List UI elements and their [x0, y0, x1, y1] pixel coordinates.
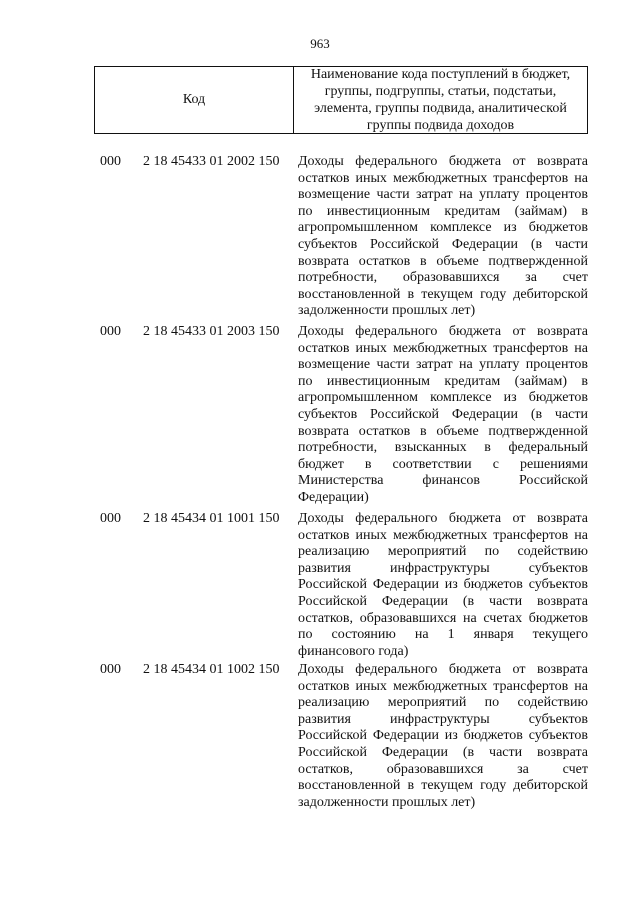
entry-revenue-code: 2 18 45434 01 1001 150 [143, 511, 280, 526]
entry-admin-code: 000 [100, 662, 121, 677]
entries-list [0, 154, 640, 812]
table-header [94, 66, 588, 134]
header-code-label: Код [95, 67, 294, 133]
entry-description: Доходы федерального бюджета от возврата остатков иных межбюджетных трансфертов на возмещение части затрат на уплату процентов по инвестиционным кредитам (займам) в агропромышленном комплексе из бюджетов субъектов Российской Федерации (в части возврата остатков в объеме подтвержденной потребности, взысканных в федеральный бюджет в соответствии с решениями Министерства финансов Российской Федерации) [298, 324, 588, 505]
entry-revenue-code: 2 18 45433 01 2002 150 [143, 154, 280, 169]
header-name-label: Наименование кода поступлений в бюджет, группы, подгруппы, статьи, подстатьи, элемента, группы подвида, аналитической группы подвида доходов [310, 67, 571, 133]
entry-revenue-code: 2 18 45433 01 2003 150 [143, 324, 280, 339]
entry-admin-code: 000 [100, 511, 121, 526]
entry-description: Доходы федерального бюджета от возврата остатков иных межбюджетных трансфертов на реализацию мероприятий по содействию развития инфраструктуры субъектов Российской Федерации из бюджетов субъектов Российской Федерации (в части возврата остатков, образовавшихся за счет восстановленной в текущем году дебиторской задолженности прошлых лет) [298, 662, 588, 810]
list-item [0, 511, 640, 662]
entry-description: Доходы федерального бюджета от возврата остатков иных межбюджетных трансфертов на реализацию мероприятий по содействию развития инфраструктуры субъектов Российской Федерации из бюджетов субъектов Российской Федерации (в части возврата остатков, образовавшихся на счетах бюджетов по состоянию на 1 января текущего финансового года) [298, 511, 588, 659]
entry-revenue-code: 2 18 45434 01 1002 150 [143, 662, 280, 677]
entry-admin-code: 000 [100, 154, 121, 169]
list-item [0, 154, 640, 324]
entry-admin-code: 000 [100, 324, 121, 339]
entry-description: Доходы федерального бюджета от возврата остатков иных межбюджетных трансфертов на возмещение части затрат на уплату процентов по инвестиционным кредитам (займам) в агропромышленном комплексе из бюджетов субъектов Российской Федерации (в части возврата остатков в объеме подтвержденной потребности, образовавшихся за счет восстановленной в текущем году дебиторской задолженности прошлых лет) [298, 154, 588, 319]
page-number: 963 [310, 36, 330, 51]
list-item [0, 662, 640, 812]
list-item [0, 324, 640, 511]
